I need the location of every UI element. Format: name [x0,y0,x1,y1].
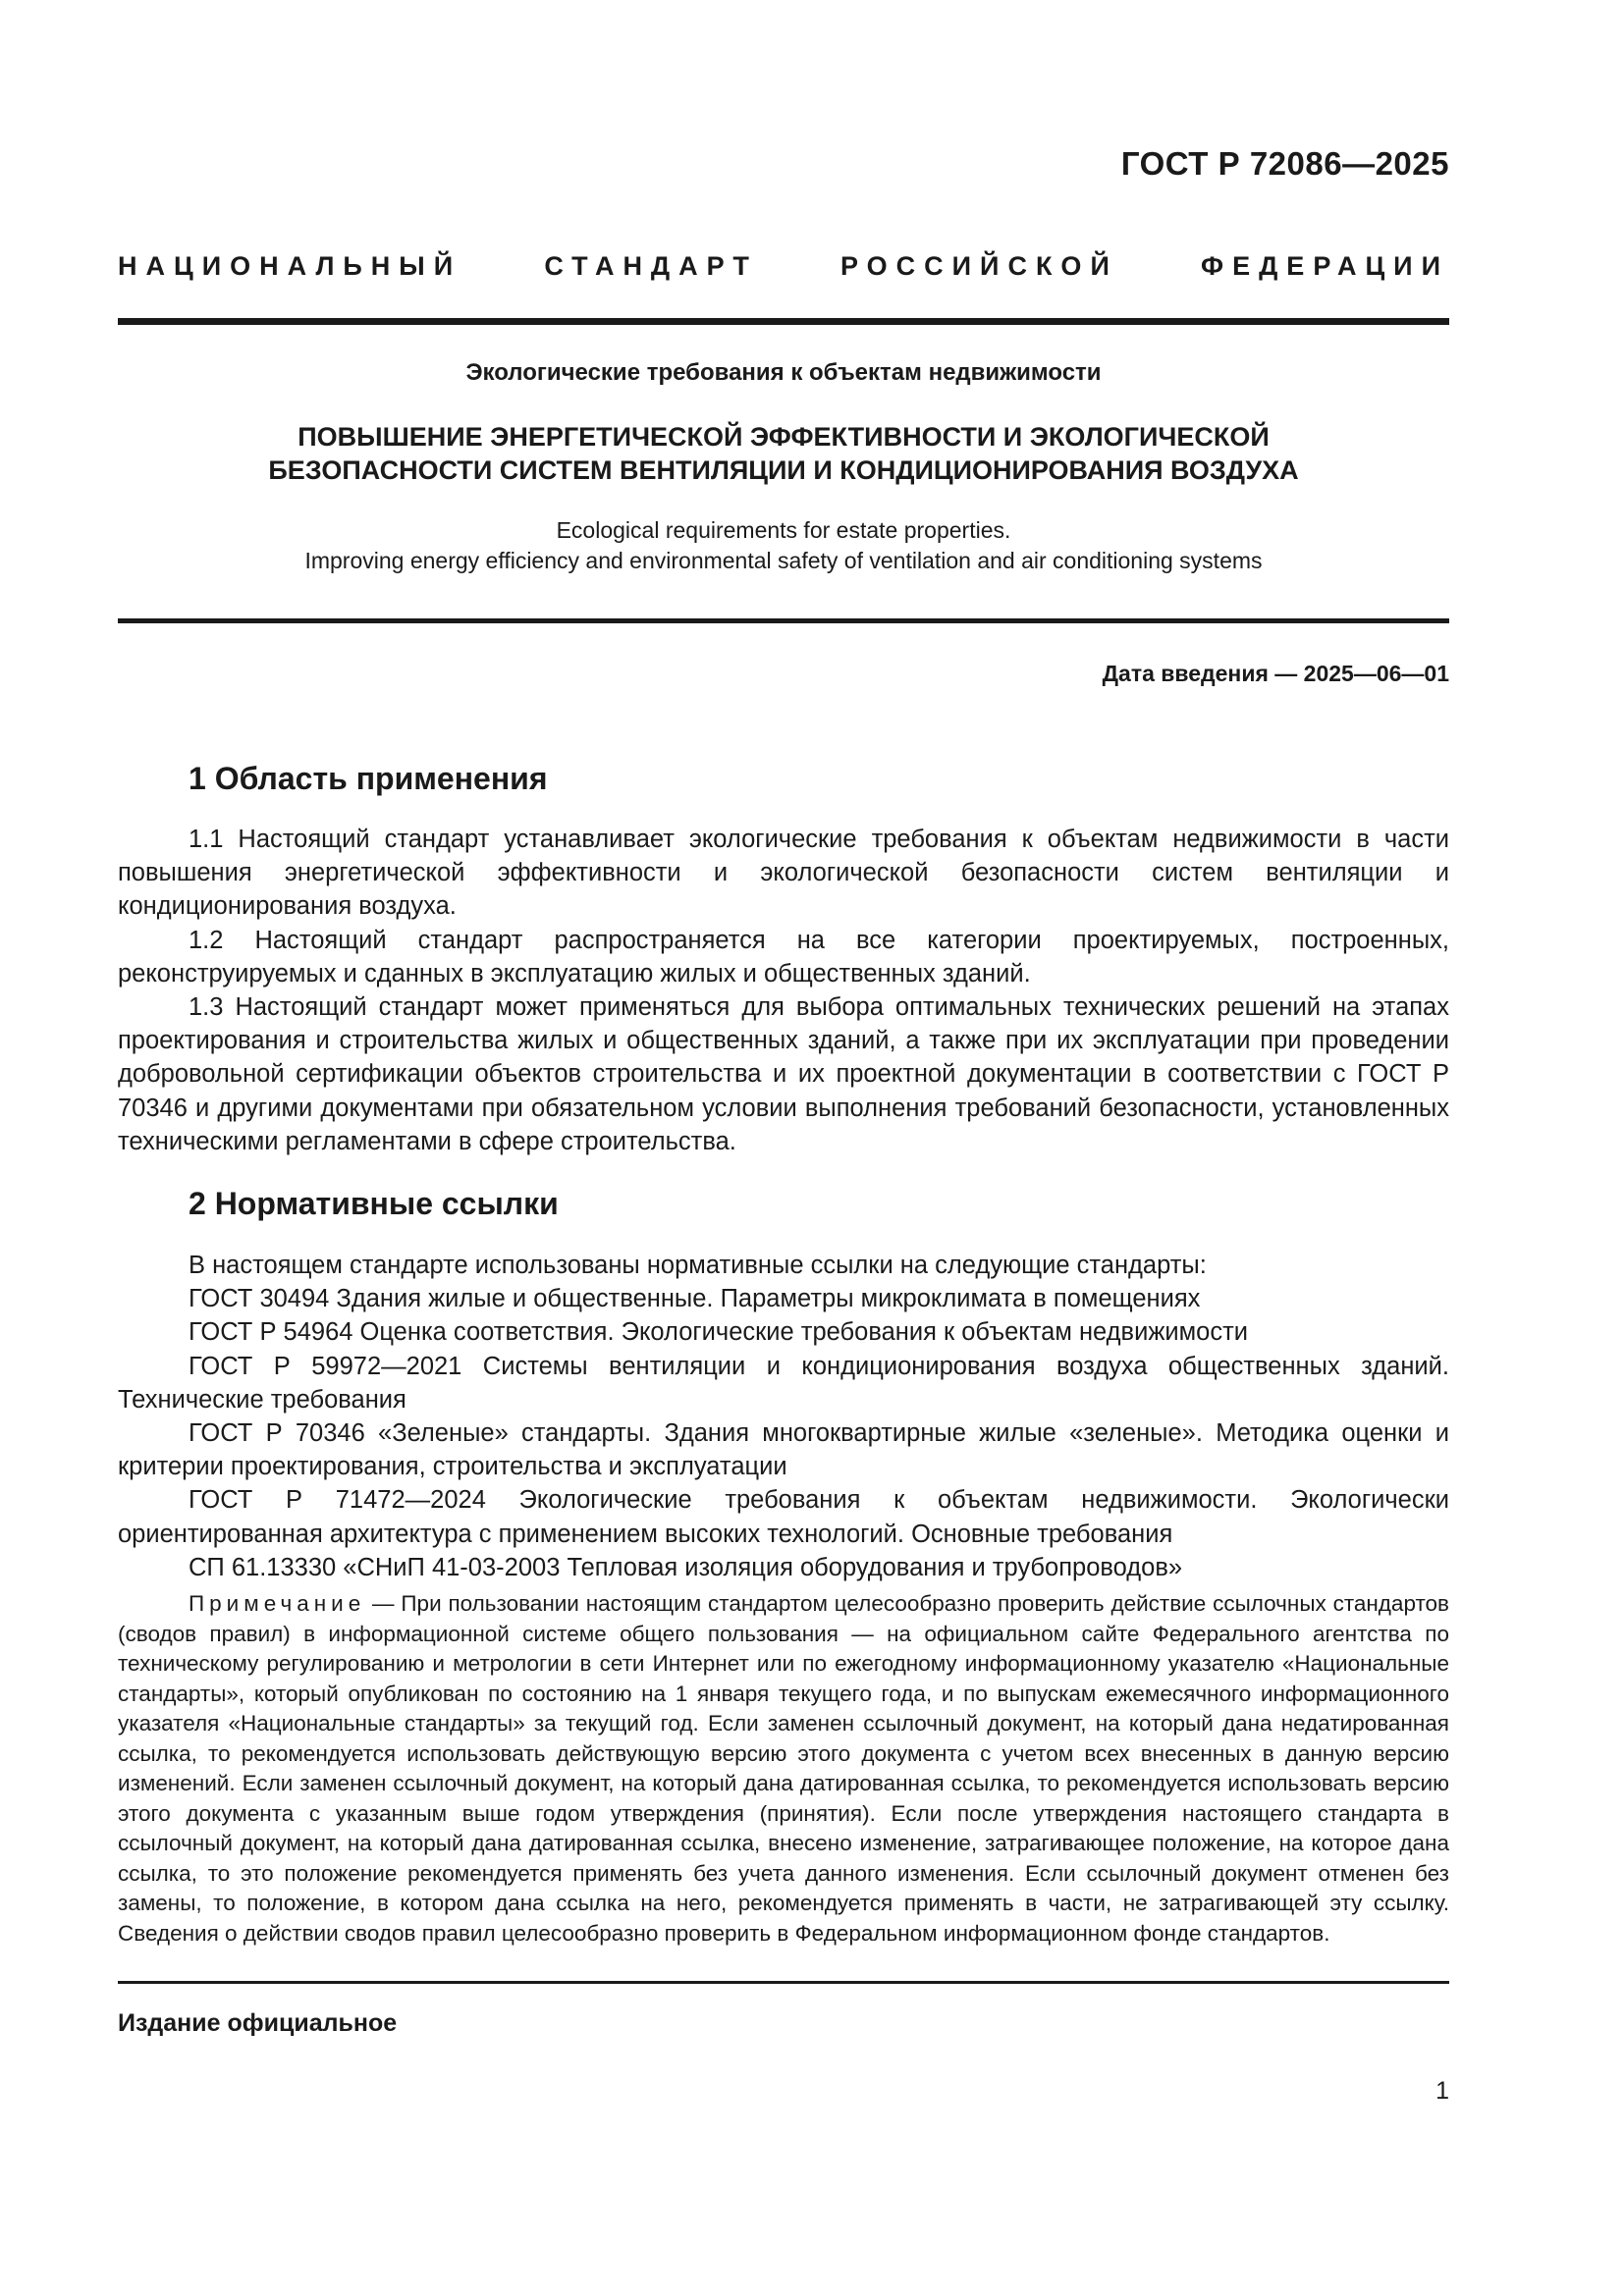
page-number: 1 [1435,2077,1449,2105]
paragraph-1-1: 1.1 Настоящий стандарт устанавливает экологические требования к объектам недвижимости в части повышения энергетической эффективности и экологической безопасности систем вентиляции и кондиционирования воздуха. [118,826,1449,921]
reference-item: ГОСТ 30494 Здания жилые и общественные. Параметры микроклимата в помещениях [189,1285,1201,1313]
references-note [118,1589,1449,1949]
introduction-date: Дата введения — 2025—06—01 [1102,661,1449,686]
reference-item: СП 61.13330 «СНиП 41-03-2003 Тепловая изоляция оборудования и трубопроводов» [189,1553,1183,1581]
english-title-line-1: Ecological requirements for estate properties. [556,517,1011,543]
document-number: ГОСТ Р 72086—2025 [1120,145,1449,182]
document-page [118,0,1449,2296]
title-divider [118,618,1449,623]
note-text: — При пользовании настоящим стандартом целесообразно проверить действие ссылочных стандартов (сводов правил) в информационной системе общего пользования — на официальном сайте Федерального агентства по техническому регулированию и метрологии в сети Интернет или по ежегодному информационному указателю «Национальные стандарты», который опубликован по состоянию на 1 января текущего года, и по выпускам ежемесячного информационного указателя «Национальные стандарты» за текущий год. Если заменен ссылочный документ, на который дана недатированная ссылка, то рекомендуется использовать действующую версию этого документа с учетом всех внесенных в данную версию изменений. Если заменен ссылочный документ, на который дана датированная ссылка, то рекомендуется использовать версию этого документа с указанным выше годом утверждения (принятия). Если после утверждения настоящего стандарта в ссылочный документ, на который дана датированная ссылка, внесено изменение, затрагивающее положение, на которое дана ссылка, то это положение рекомендуется применять без учета данного изменения. Если ссылочный документ отменен без замены, то положение, в котором дана ссылка на него, рекомендуется применять в части, не затрагивающей эту ссылку. Сведения о действии сводов правил целесообразно проверить в Федеральном информационном фонде стандартов. [118,1591,1449,1946]
english-title [118,515,1449,576]
section-2-heading: 2 Нормативные ссылки [189,1186,559,1221]
section-1-body [118,823,1449,1158]
references-intro: В настоящем стандарте использованы нормативные ссылки на следующие стандарты: [189,1252,1207,1279]
reference-item: ГОСТ Р 54964 Оценка соответствия. Экологические требования к объектам недвижимости [189,1318,1249,1347]
english-title-line-2: Improving energy efficiency and environmental safety of ventilation and air conditioning systems [304,548,1263,573]
national-standard-banner: НАЦИОНАЛЬНЫЙ СТАНДАРТ РОССИЙСКОЙ ФЕДЕРАЦИИ [118,251,1449,281]
main-title-line-1: ПОВЫШЕНИЕ ЭНЕРГЕТИЧЕСКОЙ ЭФФЕКТИВНОСТИ И ЭКОЛОГИЧЕСКОЙ [298,422,1270,452]
section-1-heading: 1 Область применения [189,761,548,796]
main-title-line-2: БЕЗОПАСНОСТИ СИСТЕМ ВЕНТИЛЯЦИИ И КОНДИЦИОНИРОВАНИЯ ВОЗДУХА [268,455,1299,485]
official-edition-label: Издание официальное [118,2009,398,2037]
reference-item: ГОСТ Р 59972—2021 Системы вентиляции и кондиционирования воздуха общественных зданий. Технические требования [118,1352,1449,1414]
document-main-title [118,420,1449,487]
header-divider [118,318,1449,325]
paragraph-1-3: 1.3 Настоящий стандарт может применяться для выбора оптимальных технических решений на этапах проектирования и строительства жилых и общественных зданий, а также при их эксплуатации при проведении добровольной сертификации объектов строительства и их проектной документации в соответствии с ГОСТ Р 70346 и другими документами при обязательном условии выполнения требований безопасности, установленных техническими регламентами в сфере строительства. [118,993,1449,1155]
reference-item: ГОСТ Р 71472—2024 Экологические требования к объектам недвижимости. Экологически ориентированная архитектура с применением высоких технологий. Основные требования [118,1486,1449,1548]
paragraph-1-2: 1.2 Настоящий стандарт распространяется на все категории проектируемых, построенных, реконструируемых и сданных в эксплуатацию жилых и общественных зданий. [118,926,1449,988]
footer-divider [118,1981,1449,1984]
note-label: Примечание [189,1591,366,1616]
reference-item: ГОСТ Р 70346 «Зеленые» стандарты. Здания многоквартирные жилые «зеленые». Методика оценки и критерии проектирования, строительства и эксплуатации [118,1419,1449,1481]
section-2-body [118,1249,1449,1584]
document-subtitle: Экологические требования к объектам недвижимости [465,359,1102,386]
